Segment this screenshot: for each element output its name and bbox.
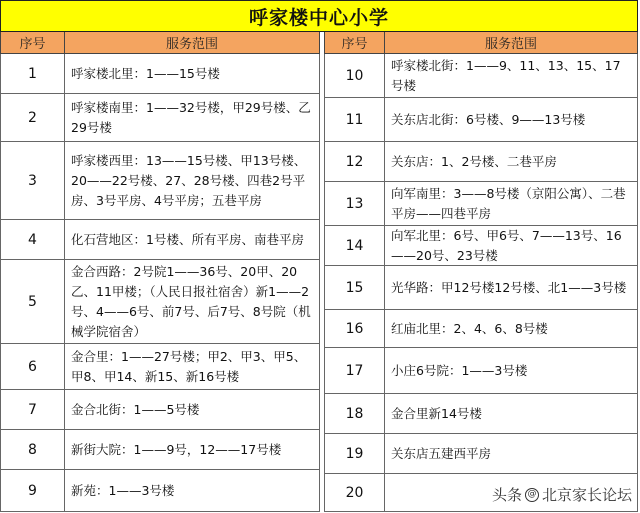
row-no: 20: [325, 474, 385, 511]
row-no: 1: [1, 54, 65, 93]
table-row: [324, 182, 638, 226]
table-row: [0, 54, 320, 94]
table-row: [324, 348, 638, 394]
at-icon: @: [525, 488, 539, 502]
row-no: 17: [325, 348, 385, 393]
row-scope: 光华路：甲12号楼12号楼、北1——3号楼: [391, 279, 627, 295]
header-no: 序号: [325, 32, 385, 53]
row-no: 9: [1, 470, 65, 511]
table-row: [324, 98, 638, 142]
table-row: [0, 94, 320, 142]
header-no: 序号: [1, 32, 65, 53]
watermark: [492, 484, 632, 505]
row-no: 13: [325, 182, 385, 225]
table-row: [0, 430, 320, 470]
row-no: 18: [325, 394, 385, 433]
table-row: [324, 310, 638, 348]
row-no: 8: [1, 430, 65, 469]
row-no: 4: [1, 220, 65, 259]
table-row: [324, 394, 638, 434]
row-no: 15: [325, 266, 385, 309]
row-no: 19: [325, 434, 385, 473]
row-scope: 呼家楼北里：1——15号楼: [71, 65, 220, 81]
row-scope: 向军南里：3——8号楼（京阳公寓）、二巷平房——四巷平房: [391, 185, 626, 221]
row-scope: 关东店北街：6号楼、9——13号楼: [391, 111, 586, 127]
table-row: [324, 434, 638, 474]
row-scope: 小庄6号院：1——3号楼: [391, 362, 528, 378]
table-row: [0, 260, 320, 344]
table-row: [324, 266, 638, 310]
row-no: 6: [1, 344, 65, 389]
watermark-prefix: 头条: [491, 486, 522, 504]
row-scope: 关东店：1、2号楼、二巷平房: [391, 153, 557, 169]
left-header-row: [0, 32, 320, 54]
row-scope: 金合北街：1——5号楼: [71, 401, 200, 417]
right-table: [324, 32, 638, 512]
row-scope: 金合里：1——27号楼；甲2、甲3、甲5、甲8、甲14、新15、新16号楼: [71, 348, 307, 384]
table-title: 呼家楼中心小学: [0, 0, 638, 32]
right-header-row: [324, 32, 638, 54]
row-no: 2: [1, 94, 65, 141]
row-no: 14: [325, 226, 385, 265]
row-scope: 金合里新14号楼: [391, 405, 482, 421]
row-scope: 呼家楼西里：13——15号楼、甲13号楼、20——22号楼、27、28号楼、四巷2号平房、3号平房、4号平房；五巷平房: [71, 152, 307, 208]
row-no: 12: [325, 142, 385, 181]
header-scope: 服务范围: [165, 37, 218, 52]
table-row: [324, 226, 638, 266]
row-no: 5: [1, 260, 65, 343]
row-scope: 呼家楼北街：1——9、11、13、15、17号楼: [391, 57, 621, 93]
table-row: [324, 142, 638, 182]
table-row: [0, 142, 320, 220]
header-scope: 服务范围: [484, 37, 537, 52]
row-scope: 呼家楼南里：1——32号楼，甲29号楼、乙29号楼: [71, 99, 311, 135]
row-scope: 新街大院：1——9号，12——17号楼: [71, 441, 282, 457]
row-no: 16: [325, 310, 385, 347]
row-no: 10: [325, 54, 385, 97]
table-row: [0, 344, 320, 390]
row-scope: 化石营地区：1号楼、所有平房、南巷平房: [71, 231, 304, 247]
row-no: 3: [1, 142, 65, 219]
table-row: [0, 390, 320, 430]
row-scope: 向军北里：6号、甲6号、7——13号、16——20号、23号楼: [391, 227, 622, 263]
table-row: [0, 470, 320, 512]
row-no: 7: [1, 390, 65, 429]
row-scope: 新苑：1——3号楼: [71, 482, 175, 498]
watermark-handle: 北京家长论坛: [541, 486, 632, 504]
row-scope: 关东店五建西平房: [391, 445, 492, 461]
row-scope: 红庙北里：2、4、6、8号楼: [391, 320, 548, 336]
left-table: [0, 32, 320, 512]
row-no: 11: [325, 98, 385, 141]
table-row: [0, 220, 320, 260]
row-scope: 金合西路：2号院1——36号、20甲、20乙、11甲楼；（人民日报社宿舍）新1——2号、4——6号、前7号、后7号、8号院（机械学院宿舍）: [71, 263, 311, 339]
table-row: [324, 54, 638, 98]
